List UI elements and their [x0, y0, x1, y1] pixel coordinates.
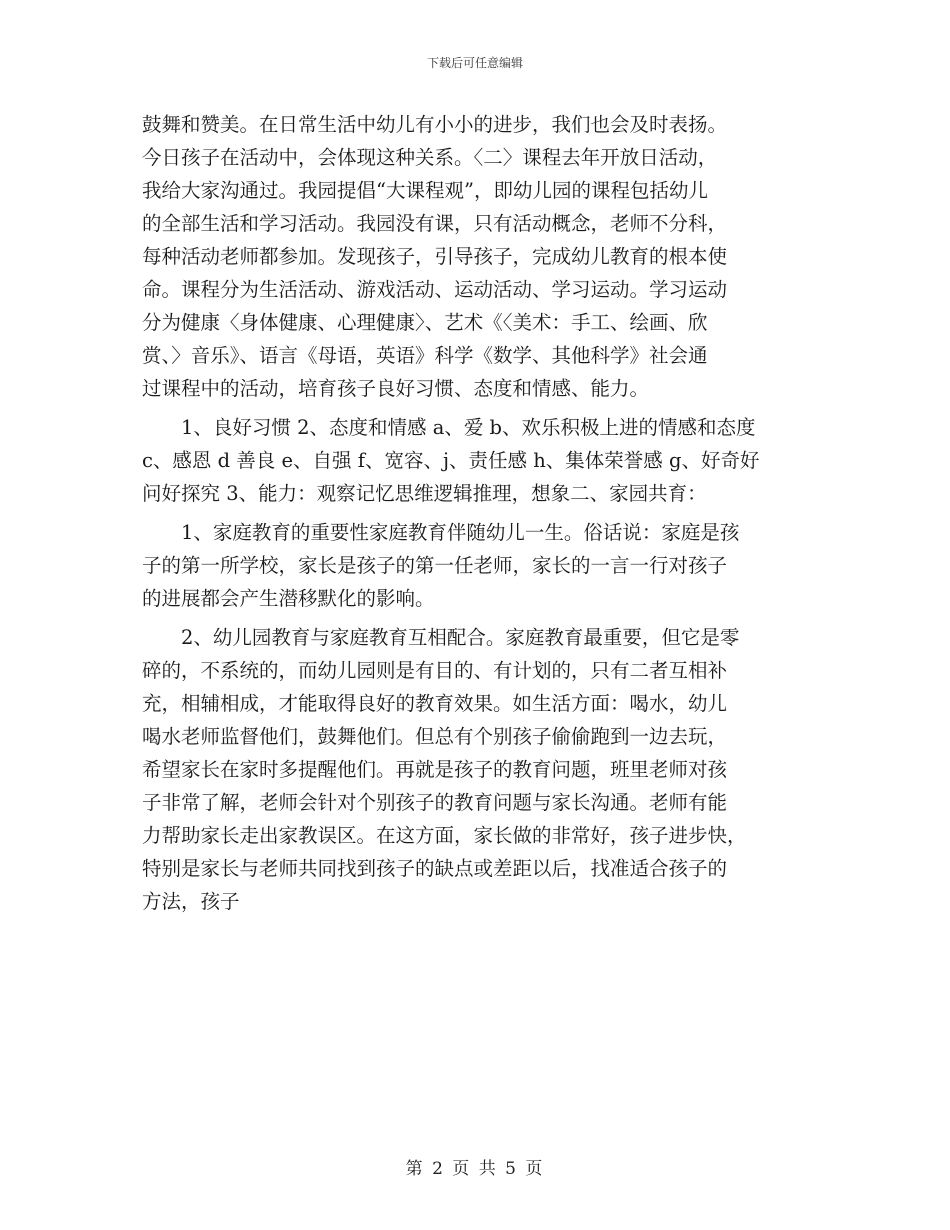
text-line: 我给大家沟通过。我园提倡“大课程观”，即幼儿园的课程包括幼儿	[142, 179, 708, 202]
text-line: 问好探究 3、能力：观察记忆思维逻辑推理，想象二、家园共育：	[142, 482, 707, 505]
text-line: 希望家长在家时多提醒他们。再就是孩子的教育问题，班里老师对孩	[142, 758, 728, 781]
text-line: 方法，孩子	[142, 890, 240, 913]
text-line: 碎的，不系统的，而幼儿园则是有目的、有计划的，只有二者互相补	[142, 659, 728, 682]
page-header: 下载后可任意编辑	[426, 56, 523, 70]
page-number-footer: 第 2 页 共 5 页	[405, 1159, 545, 1179]
text-line: 子的第一所学校，家长是孩子的第一任老师，家长的一言一行对孩子	[142, 554, 728, 577]
document-body	[142, 108, 812, 918]
text-line: 特别是家长与老师共同找到孩子的缺点或差距以后，找准适合孩子的	[142, 857, 728, 880]
text-line: 的进展都会产生潜移默化的影响。	[142, 587, 435, 610]
text-line: 喝水老师监督他们，鼓舞他们。但总有个别孩子偷偷跑到一边去玩，	[142, 725, 728, 748]
text-line: 命。课程分为生活活动、游戏活动、运动活动、学习运动。学习运动	[142, 278, 728, 301]
text-line: 鼓舞和赞美。在日常生活中幼儿有小小的进步，我们也会及时表扬。	[142, 113, 728, 136]
text-line: 今日孩子在活动中，会体现这种关系。〈二〉课程去年开放日活动，	[142, 146, 718, 169]
text-line: 1、良好习惯 2、态度和情感 a、爱 b、欢乐积极上进的情感和态度	[142, 416, 756, 439]
paragraph-2	[142, 411, 812, 510]
text-line: 子非常了解，老师会针对个别孩子的教育问题与家长沟通。老师有能	[142, 791, 728, 814]
text-line: 1、家庭教育的重要性家庭教育伴随幼儿一生。俗话说：家庭是孩	[142, 521, 740, 544]
text-line: 力帮助家长走出家教误区。在这方面，家长做的非常好，孩子进步快，	[142, 824, 747, 847]
text-line: 充，相辅相成，才能取得良好的教育效果。如生活方面：喝水，幼儿	[142, 692, 728, 715]
paragraph-1	[142, 108, 812, 405]
text-line: 2、幼儿园教育与家庭教育互相配合。家庭教育最重要，但它是零	[142, 626, 740, 649]
paragraph-3	[142, 516, 812, 615]
paragraph-4	[142, 621, 812, 918]
text-line: 过课程中的活动，培育孩子良好习惯、态度和情感、能力。	[142, 377, 650, 400]
text-line: 的全部生活和学习活动。我园没有课，只有活动概念，老师不分科，	[142, 212, 728, 235]
text-line: 赏、〉音乐》、语言《母语，英语》科学《数学、其他科学》社会通	[142, 344, 708, 367]
text-line: c、感恩 d 善良 e、自强 f、宽容、j、责任感 h、集体荣誉感 g、好奇好	[142, 449, 760, 472]
text-line: 每种活动老师都参加。发现孩子，引导孩子，完成幼儿教育的根本使	[142, 245, 728, 268]
text-line: 分为健康〈身体健康、心理健康〉、艺术《〈美术：手工、绘画、欣	[142, 311, 708, 334]
